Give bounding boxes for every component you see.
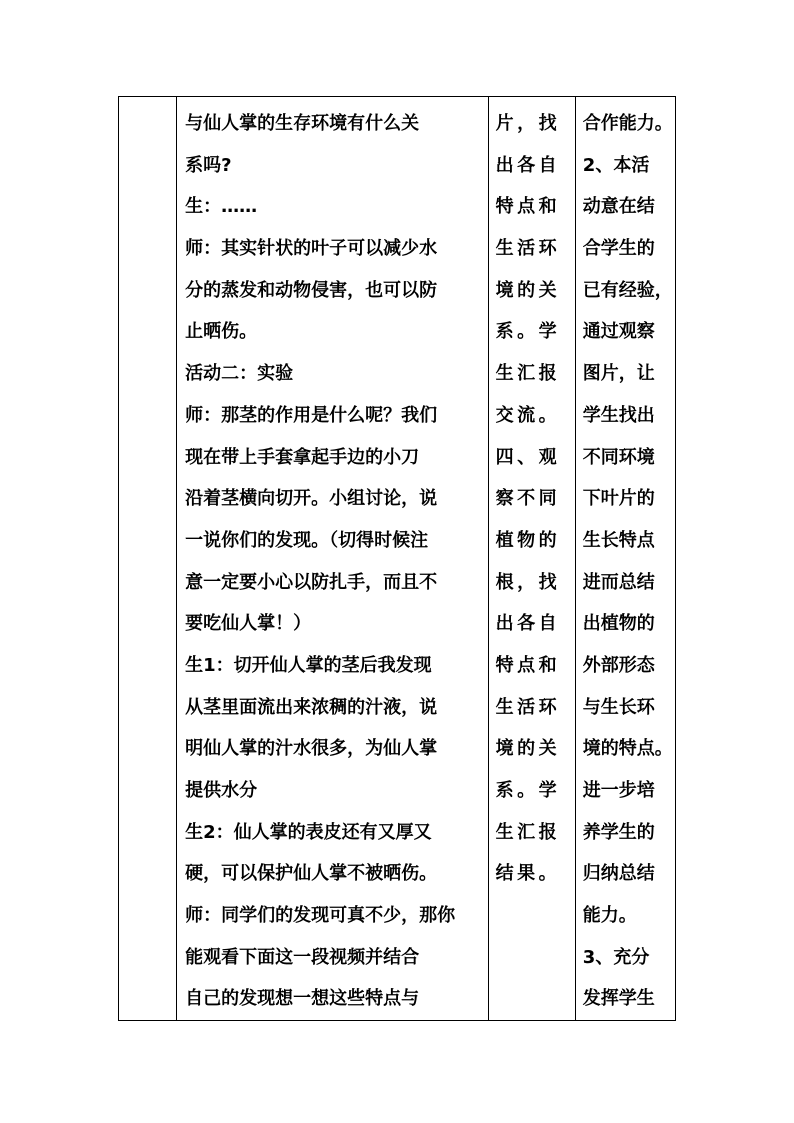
text-line: 提供水分 (185, 780, 258, 801)
text-line: 现在带上手套拿起手边的小刀 (185, 446, 420, 468)
text-line: 生2：仙人掌的表皮还有又厚又 (185, 821, 432, 843)
text-line: 与仙人掌的生存环境有什么关 (185, 113, 420, 134)
text-line: 要吃仙人掌！） (185, 613, 312, 635)
text-line: 系。学 (495, 321, 561, 343)
text-line: 系吗? (185, 154, 232, 176)
text-line: 止晒伤。 (185, 321, 258, 343)
text-line: 结果。 (495, 863, 561, 885)
text-line: 境的关 (495, 738, 561, 760)
text-line: 归纳总结 (582, 863, 655, 885)
text-line: 已有经验， (582, 279, 673, 301)
text-line: 生活环 (495, 696, 561, 718)
text-line: 沿着茎横向切开。小组讨论，说 (185, 488, 438, 510)
text-line: 明仙人掌的汁水很多，为仙人掌 (185, 738, 438, 760)
text-line: 通过观察 (582, 321, 655, 343)
text-line: 意一定要小心以防扎手，而且不 (185, 571, 438, 593)
table-row (119, 97, 676, 1021)
text-line: 硬，可以保护仙人掌不被晒伤。 (185, 863, 438, 885)
text-line: 师：同学们的发现可真不少，那你 (185, 905, 456, 927)
student-activity-cell (488, 97, 575, 1021)
teaching-process-cell (177, 97, 489, 1021)
text-line: 生汇报 (495, 363, 561, 385)
text-line: 从茎里面流出来浓稠的汁液，说 (185, 696, 438, 718)
text-line: 能观看下面这一段视频并结合 (185, 946, 420, 968)
text-line: 外部形态 (582, 654, 655, 676)
text-line: 不同环境 (582, 446, 655, 468)
text-line: 特点和 (495, 654, 561, 676)
design-intent-text (576, 97, 675, 1020)
text-line: 出各自 (495, 613, 561, 635)
text-line: 生1：切开仙人掌的茎后我发现 (185, 654, 432, 676)
text-line: 交流。 (495, 404, 561, 426)
text-line: 进一步培 (582, 780, 655, 801)
text-line: 境的关 (495, 279, 561, 301)
text-line: 能力。 (582, 905, 637, 927)
text-line: 进而总结 (582, 571, 655, 593)
text-line: 图片，让 (582, 363, 655, 385)
text-line: 养学生的 (582, 821, 655, 843)
text-line: 系。学 (495, 780, 561, 801)
student-activity-text (489, 97, 575, 895)
text-line: 生活环 (495, 238, 561, 260)
text-line: 合作能力。 (582, 113, 673, 134)
text-line: 生：…… (185, 196, 258, 218)
text-line: 出各自 (495, 154, 561, 176)
text-line: 发挥学生 (582, 988, 655, 1010)
text-line: 师：其实针状的叶子可以减少水 (185, 238, 438, 260)
text-line: 片，找 (495, 113, 561, 134)
text-line: 师：那茎的作用是什么呢？我们 (185, 404, 438, 426)
text-line: 根，找 (495, 571, 561, 593)
text-line: 学生找出 (582, 404, 655, 426)
text-line: 四、观 (495, 446, 561, 468)
text-line: 3、充分 (582, 946, 650, 968)
design-intent-cell (575, 97, 675, 1021)
stage-column-cell (119, 97, 177, 1021)
text-line: 合学生的 (582, 238, 655, 260)
text-line: 下叶片的 (582, 488, 655, 510)
text-line: 生长特点 (582, 529, 655, 551)
text-line: 分的蒸发和动物侵害，也可以防 (185, 279, 438, 301)
text-line: 活动二：实验 (185, 363, 294, 385)
lesson-plan-table (118, 96, 676, 1021)
text-line: 自己的发现想一想这些特点与 (185, 988, 420, 1010)
text-line: 植物的 (495, 529, 561, 551)
text-line: 动意在结 (582, 196, 655, 218)
text-line: 生汇报 (495, 821, 561, 843)
text-line: 出植物的 (582, 613, 655, 635)
teaching-process-text (177, 97, 488, 1020)
text-line: 察不同 (495, 488, 561, 510)
text-line: 境的特点。 (582, 738, 673, 760)
text-line: 特点和 (495, 196, 561, 218)
text-line: 2、本活 (582, 154, 650, 176)
text-line: 与生长环 (582, 696, 655, 718)
text-line: 一说你们的发现。（切得时候注 (185, 529, 429, 551)
